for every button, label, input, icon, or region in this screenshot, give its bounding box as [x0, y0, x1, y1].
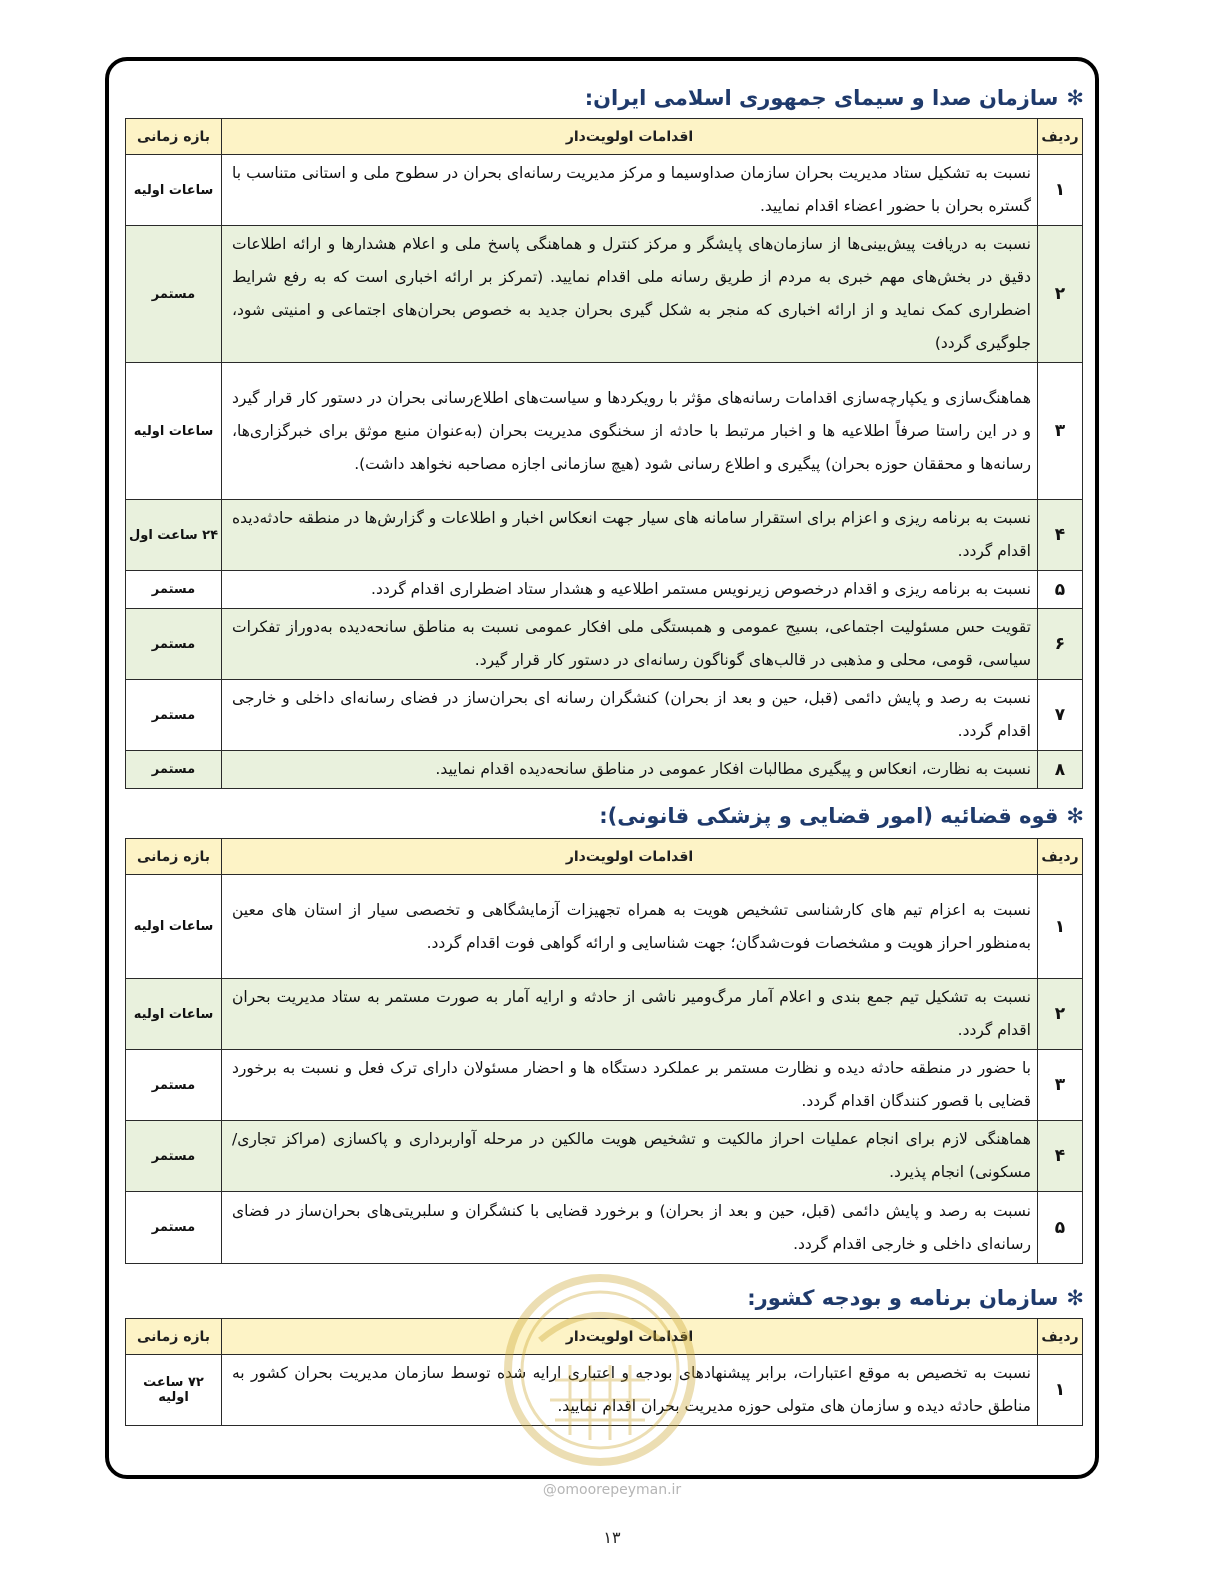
row-time: ساعات اولیه: [126, 155, 222, 226]
table-row: [126, 500, 1083, 571]
row-text: هماهنگ‌سازی و یکپارچه‌سازی اقدامات رسانه‌های مؤثر با رویکردها و سیاست‌های اطلاع‌رسانی بحران در دستور کار قرار گیرد و در این راستا صرفاً اطلاعیه ها و اخبار مرتبط با حادثه از سخنگوی مدیریت بحران (به‌عنوان منبع موثق برای خبرگزاری‌ها، رسانه‌ها و محققان حوزه بحران) پیگیری و اطلاع رسانی شود (هیچ سازمانی اجازه مصاحبه نخواهد داشت).: [222, 363, 1038, 500]
asterisk-icon: ✻: [1066, 86, 1084, 110]
header-time: بازه زمانی: [126, 839, 222, 875]
table-row: [126, 680, 1083, 751]
table-judiciary: [125, 838, 1083, 1264]
row-time: مستمر: [126, 680, 222, 751]
table-header-row: [126, 839, 1083, 875]
row-time: ساعات اولیه: [126, 363, 222, 500]
header-action: اقدامات اولویت‌دار: [222, 1319, 1038, 1355]
row-time: ۲۴ ساعت اول: [126, 500, 222, 571]
row-number: ۲: [1038, 979, 1083, 1050]
row-number: ۲: [1038, 226, 1083, 363]
row-text: نسبت به رصد و پایش دائمی (قبل، حین و بعد از بحران) کنشگران رسانه ای بحران‌ساز در فضای رسانه‌ای داخلی و خارجی اقدام گردد.: [222, 680, 1038, 751]
row-number: ۴: [1038, 500, 1083, 571]
row-number: ۸: [1038, 751, 1083, 789]
row-number: ۵: [1038, 1192, 1083, 1264]
row-number: ۱: [1038, 875, 1083, 979]
section-title-budget: ✻سازمان برنامه و بودجه کشور:: [747, 1286, 1084, 1310]
row-time: ساعات اولیه: [126, 979, 222, 1050]
row-time: ساعات اولیه: [126, 875, 222, 979]
row-number: ۱: [1038, 155, 1083, 226]
header-action: اقدامات اولویت‌دار: [222, 119, 1038, 155]
table-row: [126, 609, 1083, 680]
row-time: مستمر: [126, 571, 222, 609]
row-text: هماهنگی لازم برای انجام عملیات احراز مالکیت و تشخیص هویت مالکین در مرحله آواربرداری و پاکسازی (مراکز تجاری/مسکونی) انجام پذیرد.: [222, 1121, 1038, 1192]
row-text: نسبت به تشکیل ستاد مدیریت بحران سازمان صداوسیما و مرکز مدیریت رسانه‌ای بحران در سطوح ملی و استانی متناسب با گستره بحران با حضور اعضاء اقدام نمایید.: [222, 155, 1038, 226]
table-row: [126, 875, 1083, 979]
row-time: مستمر: [126, 751, 222, 789]
row-text: با حضور در منطقه حادثه دیده و نظارت مستمر بر عملکرد دستگاه ها و احضار مسئولان دارای ترک فعل و نسبت به برخورد قضایی با قصور کنندگان اقدام گردد.: [222, 1050, 1038, 1121]
row-time: ۷۲ ساعت اولیه: [126, 1355, 222, 1426]
row-text: نسبت به دریافت پیش‌بینی‌ها از سازمان‌های پایشگر و مرکز کنترل و هماهنگی پاسخ ملی و اعلام هشدارها و ارائه اطلاعات دقیق در بخش‌های مهم خبری به مردم از طریق رسانه ملی اقدام نمایید. (تمرکز بر ارائه اخباری است که به رفع شرایط اضطراری کمک نماید و از ارائه اخباری که منجر به شکل گیری بحران جدید به خصوص بحران‌های اجتماعی و امنیتی شود، جلوگیری گردد): [222, 226, 1038, 363]
table-row: [126, 1355, 1083, 1426]
row-number: ۳: [1038, 363, 1083, 500]
row-time: مستمر: [126, 1050, 222, 1121]
watermark-url: @omoorepeyman.ir: [542, 1482, 682, 1498]
header-num: ردیف: [1038, 1319, 1083, 1355]
row-time: مستمر: [126, 226, 222, 363]
row-time: مستمر: [126, 609, 222, 680]
table-header-row: [126, 1319, 1083, 1355]
row-text: نسبت به تخصیص به موقع اعتبارات، برابر پیشنهادهای بودجه و اعتباری ارایه شده توسط سازمان مدیریت بحران کشور به مناطق حادثه دیده و سازمان های متولی حوزه مدیریت بحران اقدام نمایید.: [222, 1355, 1038, 1426]
table-irib: [125, 118, 1083, 789]
row-number: ۱: [1038, 1355, 1083, 1426]
row-number: ۳: [1038, 1050, 1083, 1121]
page-number: ۱۳: [603, 1528, 621, 1547]
row-number: ۴: [1038, 1121, 1083, 1192]
table-header-row: [126, 119, 1083, 155]
header-num: ردیف: [1038, 119, 1083, 155]
table-row: [126, 571, 1083, 609]
row-time: مستمر: [126, 1121, 222, 1192]
table-row: [126, 1192, 1083, 1264]
section-title-irib: ✻سازمان صدا و سیمای جمهوری اسلامی ایران:: [584, 86, 1084, 110]
table-row: [126, 1050, 1083, 1121]
row-text: نسبت به نظارت، انعکاس و پیگیری مطالبات افکار عمومی در مناطق سانحه‌دیده اقدام نمایید.: [222, 751, 1038, 789]
table-row: [126, 751, 1083, 789]
asterisk-icon: ✻: [1066, 1286, 1084, 1310]
row-number: ۷: [1038, 680, 1083, 751]
row-number: ۵: [1038, 571, 1083, 609]
row-text: نسبت به برنامه ریزی و اعزام برای استقرار سامانه های سیار جهت انعکاس اخبار و اطلاعات و گزارش‌ها در منطقه حادثه‌دیده اقدام گردد.: [222, 500, 1038, 571]
section-title-judiciary: ✻قوه قضائیه (امور قضایی و پزشکی قانونی):: [599, 804, 1084, 828]
row-number: ۶: [1038, 609, 1083, 680]
table-row: [126, 1121, 1083, 1192]
row-time: مستمر: [126, 1192, 222, 1264]
table-row: [126, 155, 1083, 226]
table-row: [126, 226, 1083, 363]
header-num: ردیف: [1038, 839, 1083, 875]
row-text: نسبت به اعزام تیم های کارشناسی تشخیص هویت به همراه تجهیزات آزمایشگاهی و تخصصی سیار از استان های معین به‌منظور احراز هویت و مشخصات فوت‌شدگان؛ جهت شناسایی و ارائه گواهی فوت اقدام گردد.: [222, 875, 1038, 979]
header-time: بازه زمانی: [126, 119, 222, 155]
row-text: نسبت به رصد و پایش دائمی (قبل، حین و بعد از بحران) و برخورد قضایی با کنشگران و سلبریتی‌های بحران‌ساز در فضای رسانه‌ای داخلی و خارجی اقدام گردد.: [222, 1192, 1038, 1264]
table-row: [126, 363, 1083, 500]
row-text: تقویت حس مسئولیت اجتماعی، بسیج عمومی و همبستگی ملی افکار عمومی نسبت به مناطق سانحه‌دیده به‌دوراز تفکرات سیاسی، قومی، محلی و مذهبی در قالب‌های گوناگون رسانه‌ای در دستور کار قرار گیرد.: [222, 609, 1038, 680]
row-text: نسبت به برنامه ریزی و اقدام درخصوص زیرنویس مستمر اطلاعیه و هشدار ستاد اضطراری اقدام گردد.: [222, 571, 1038, 609]
header-time: بازه زمانی: [126, 1319, 222, 1355]
table-row: [126, 979, 1083, 1050]
row-text: نسبت به تشکیل تیم جمع بندی و اعلام آمار مرگ‌ومیر ناشی از حادثه و ارایه آمار به صورت مستمر به ستاد مدیریت بحران اقدام گردد.: [222, 979, 1038, 1050]
asterisk-icon: ✻: [1066, 804, 1084, 828]
header-action: اقدامات اولویت‌دار: [222, 839, 1038, 875]
table-budget: [125, 1318, 1083, 1426]
